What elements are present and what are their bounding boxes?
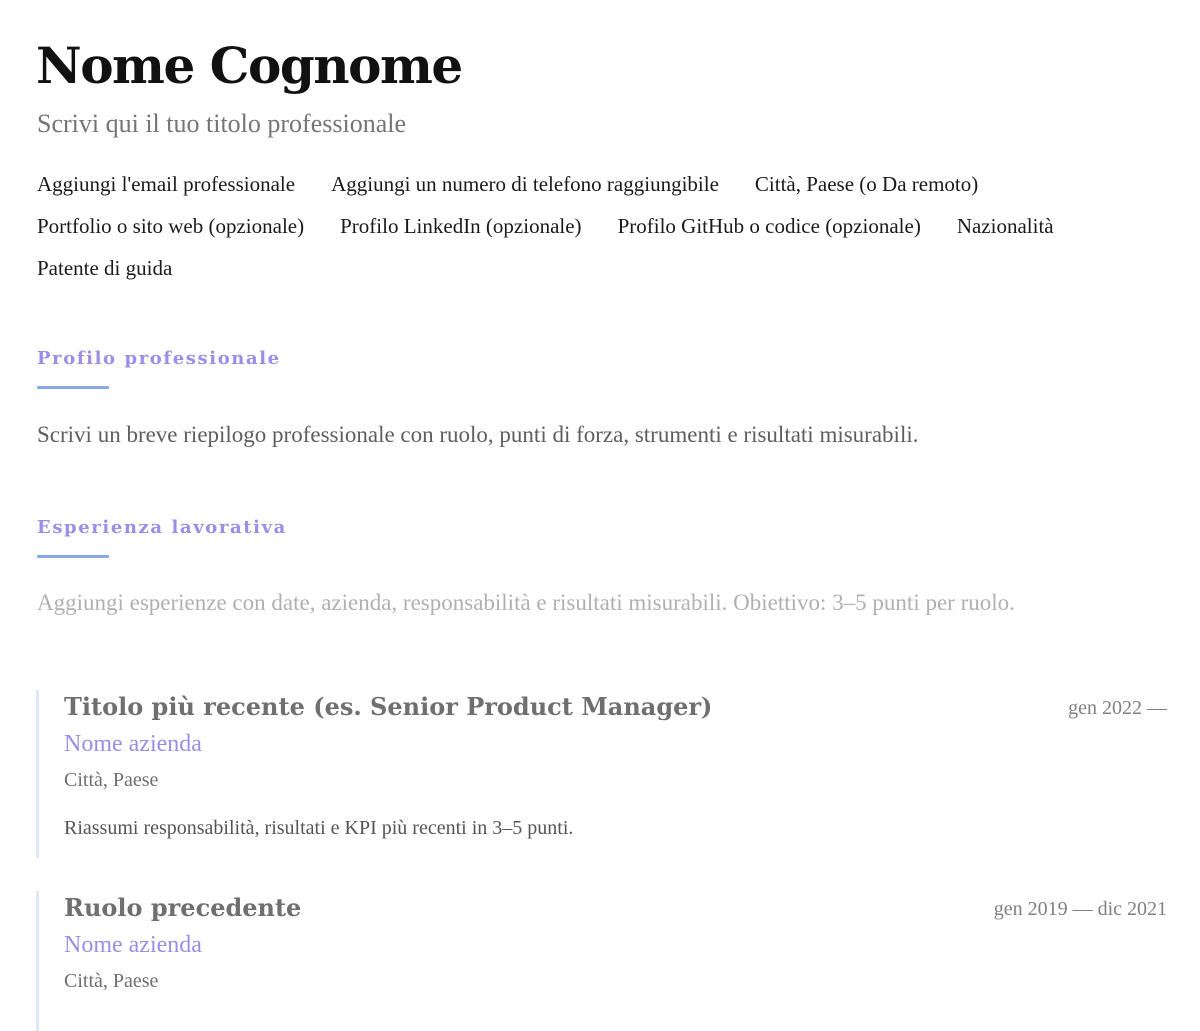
entry-dates: gen 2022 — — [1068, 697, 1167, 719]
experience-entry — [36, 891, 1167, 1031]
contact-github: Profilo GitHub o codice (opzionale) — [617, 214, 921, 238]
resume-name: Nome Cognome — [36, 36, 462, 95]
section-heading-profile: Profilo professionale — [37, 348, 281, 369]
entry-location: Città, Paese — [64, 769, 159, 791]
entry-company: Nome azienda — [64, 731, 202, 757]
entry-title: Titolo più recente (es. Senior Product Manager) — [64, 692, 713, 721]
contact-row — [37, 170, 1187, 198]
contact-email: Aggiungi l'email professionale — [37, 172, 296, 196]
section-divider — [37, 386, 109, 389]
section-heading-experience: Esperienza lavorativa — [37, 517, 287, 538]
contact-license: Patente di guida — [37, 256, 173, 280]
contact-nationality: Nazionalità — [956, 214, 1054, 238]
section-divider — [37, 555, 109, 558]
contact-website: Portfolio o sito web (opzionale) — [37, 214, 305, 238]
entry-company: Nome azienda — [64, 932, 202, 958]
entry-description: Riassumi responsabilità, risultati e KPI più recenti in 3–5 punti. — [64, 817, 574, 839]
contact-location: Città, Paese (o Da remoto) — [754, 172, 979, 196]
entry-dates: gen 2019 — dic 2021 — [993, 898, 1167, 920]
contact-row — [37, 254, 1187, 282]
experience-entry — [36, 690, 1167, 858]
profile-summary: Scrivi un breve riepilogo professionale con ruolo, punti di forza, strumenti e risultati misurabili. — [37, 422, 919, 447]
entry-title: Ruolo precedente — [64, 893, 302, 922]
entry-location: Città, Paese — [64, 970, 159, 992]
contact-phone: Aggiungi un numero di telefono raggiungibile — [331, 172, 719, 196]
contact-row — [37, 212, 1187, 240]
experience-hint: Aggiungi esperienze con date, azienda, responsabilità e risultati misurabili. Obiettivo: 3–5 punti per ruolo. — [37, 590, 1015, 615]
professional-title: Scrivi qui il tuo titolo professionale — [37, 109, 407, 138]
contact-linkedin: Profilo LinkedIn (opzionale) — [340, 214, 582, 238]
